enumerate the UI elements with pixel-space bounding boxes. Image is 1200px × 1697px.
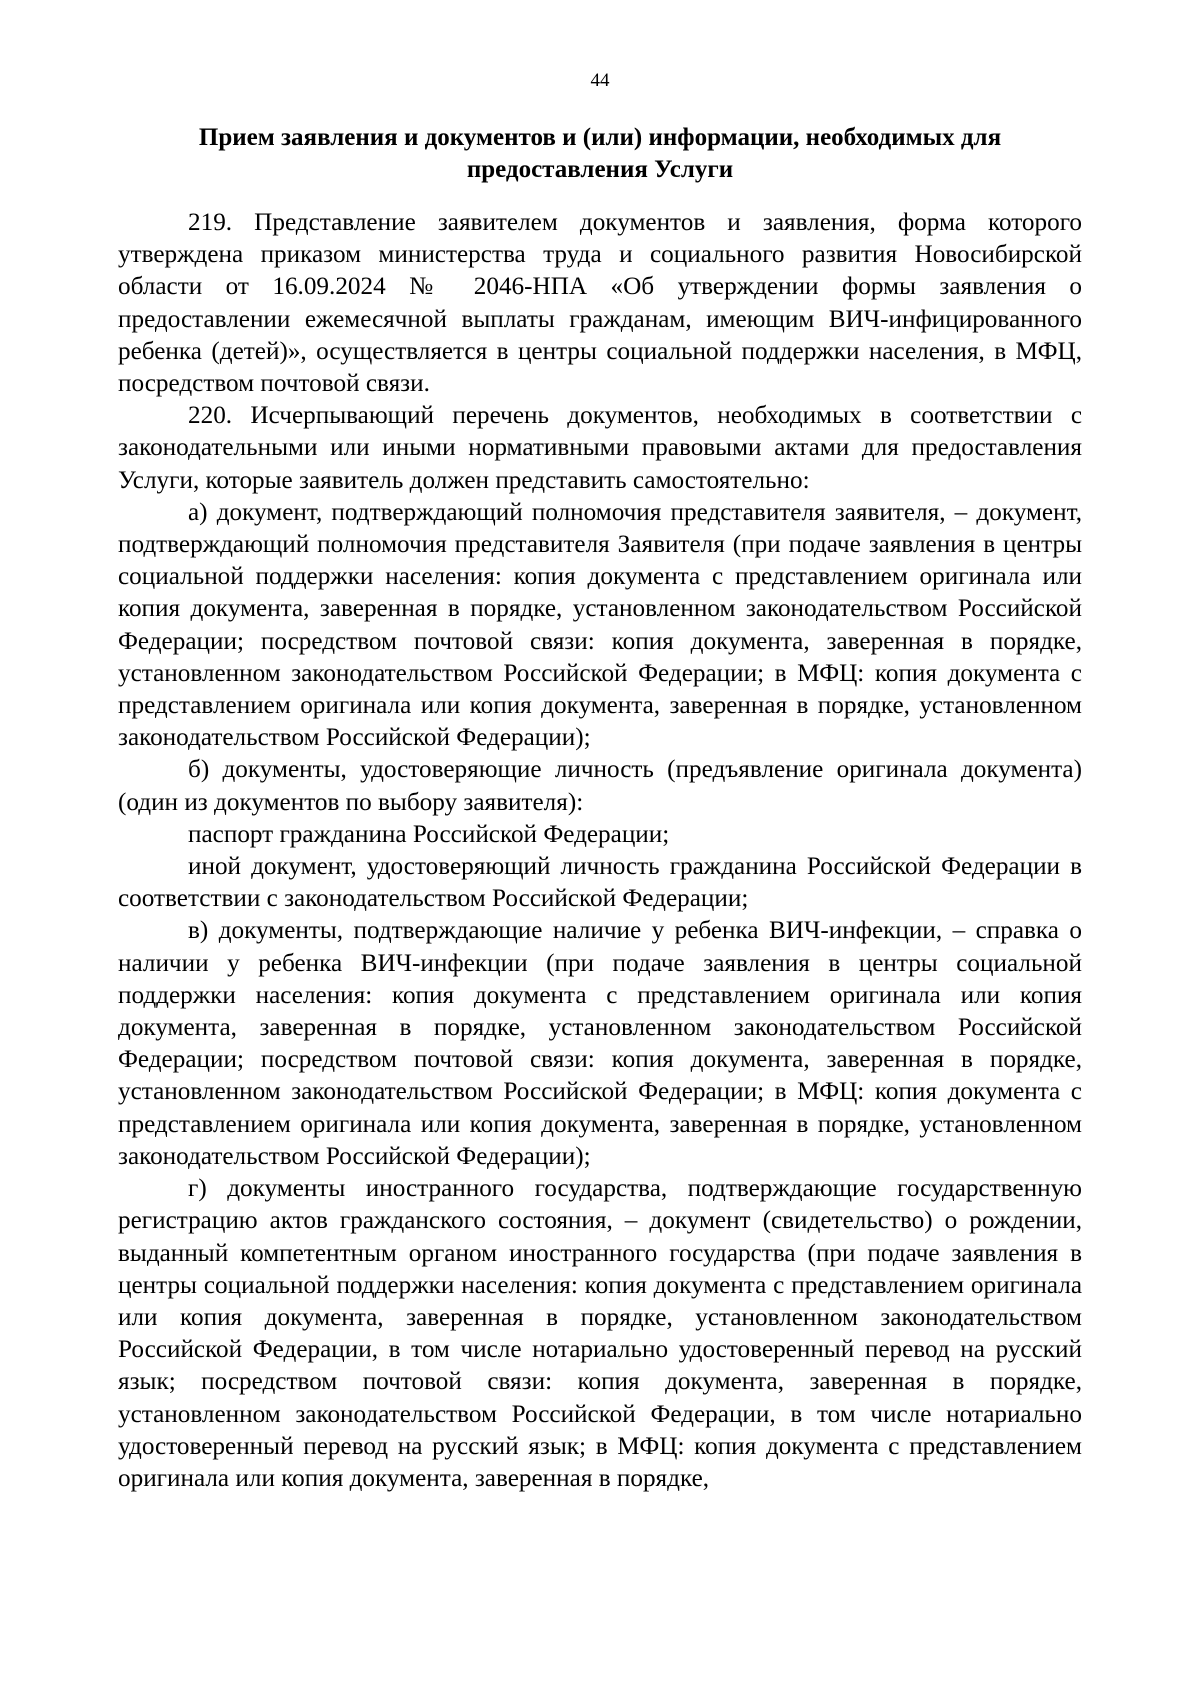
list-item-v: в) документы, подтверждающие наличие у ребенка ВИЧ-инфекции, – справка о наличии у ребенка ВИЧ-инфекции (при подаче заявления в центры социальной поддержки населения: копия документа с представлением оригинала или копия документа, заверенная в порядке, установленном законодательством Российской Федерации; посредством почтовой связи: копия документа, заверенная в порядке, установленном законодательством Российской Федерации; в МФЦ: копия документа с представлением оригинала или копия документа, заверенная в порядке, установленном законодательством Российской Федерации); bbox=[118, 917, 1082, 1170]
section-heading bbox=[118, 122, 1082, 186]
paragraph-220: 220. Исчерпывающий перечень документов, необходимых в соответствии с законодательными или иными нормативными правовыми актами для предоставления Услуги, которые заявитель должен представить самостоятельно: bbox=[118, 402, 1082, 494]
list-item-a: а) документ, подтверждающий полномочия представителя заявителя, – документ, подтверждающий полномочия представителя Заявителя (при подаче заявления в центры социальной поддержки населения: копия документа с представлением оригинала или копия документа, заверенная в порядке, установленном законодательством Российской Федерации; посредством почтовой связи: копия документа, заверенная в порядке, установленном законодательством Российской Федерации; в МФЦ: копия документа с представлением оригинала или копия документа, заверенная в порядке, установленном законодательством Российской Федерации); bbox=[118, 498, 1082, 752]
section-heading-line-1: Прием заявления и документов и (или) информации, необходимых для bbox=[198, 124, 1002, 151]
list-item-b-other-document: иной документ, удостоверяющий личность гражданина Российской Федерации в соответствии с законодательством Российской Федерации; bbox=[118, 853, 1082, 913]
list-item-g: г) документы иностранного государства, подтверждающие государственную регистрацию актов гражданского состояния, – документ (свидетельство) о рождении, выданный компетентным органом иностранного государства (при подаче заявления в центры социальной поддержки населения: копия документа с представлением оригинала или копия документа, заверенная в порядке, установленном законодательством Российской Федерации, в том числе нотариально удостоверенный перевод на русский язык; посредством почтовой связи: копия документа, заверенная в порядке, установленном законодательством Российской Федерации, в том числе нотариально удостоверенный перевод на русский язык; в МФЦ: копия документа с представлением оригинала или копия документа, заверенная в порядке, bbox=[118, 1175, 1082, 1492]
list-item-b-passport: паспорт гражданина Российской Федерации; bbox=[188, 820, 670, 848]
section-heading-line-2: предоставления Услуги bbox=[466, 156, 734, 183]
page-number: 44 bbox=[590, 70, 610, 91]
paragraph-219: 219. Представление заявителем документов и заявления, форма которого утверждена приказом министерства труда и социального развития Новосибирской области от 16.09.2024 № 2046-НПА «Об утверждении формы заявления о предоставлении ежемесячной выплаты гражданам, имеющим ВИЧ-инфицированного ребенка (детей)», осуществляется в центры социальной поддержки населения, в МФЦ, посредством почтовой связи. bbox=[118, 209, 1082, 398]
document-body bbox=[118, 207, 1082, 1495]
list-item-b: б) документы, удостоверяющие личность (предъявление оригинала документа) (один из документов по выбору заявителя): bbox=[118, 756, 1082, 816]
